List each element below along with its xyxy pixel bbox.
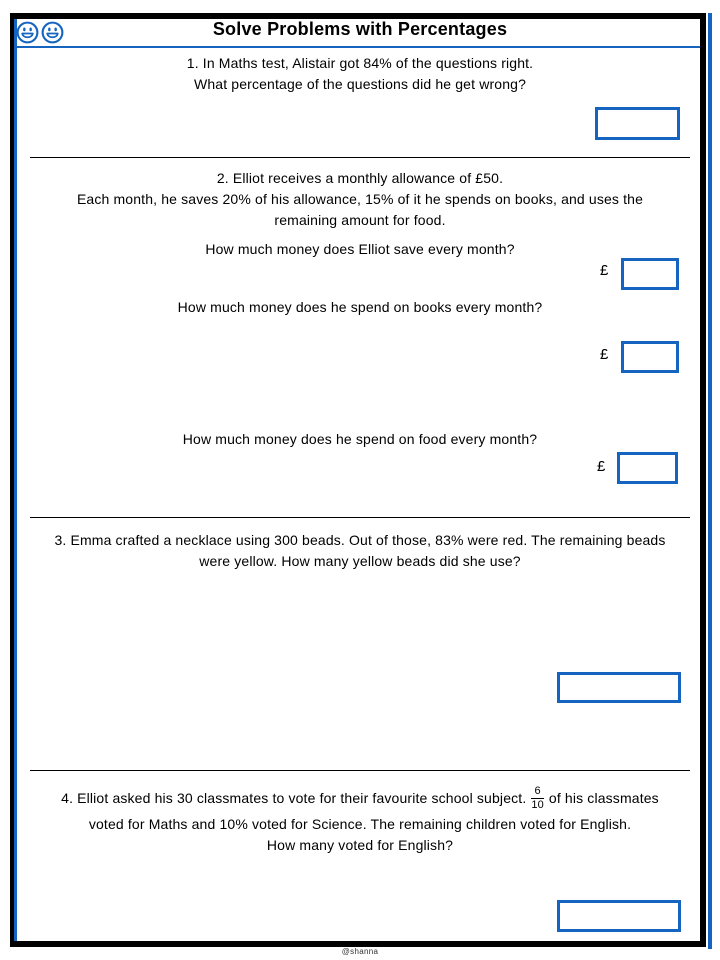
question-divider-1 bbox=[30, 157, 690, 158]
page-title: Solve Problems with Percentages bbox=[212, 19, 508, 39]
question-divider-3 bbox=[30, 770, 690, 771]
q3-answer-box[interactable] bbox=[557, 672, 681, 703]
pound-symbol: £ bbox=[600, 262, 609, 279]
watermark: @shanna bbox=[341, 947, 379, 956]
question-4-text-line-1 bbox=[10, 782, 710, 814]
q4-text-after-fraction: of his classmates bbox=[548, 790, 659, 806]
question-4-text-line-3: How many voted for English? bbox=[266, 837, 454, 853]
q2-books-answer-box[interactable] bbox=[621, 341, 679, 373]
q1-answer-box[interactable] bbox=[595, 107, 680, 140]
question-1-text-line-1: 1. In Maths test, Alistair got 84% of the questions right. bbox=[186, 55, 534, 71]
header-divider bbox=[17, 46, 700, 48]
question-divider-2 bbox=[30, 517, 690, 518]
question-3-text-line-1: 3. Emma crafted a necklace using 300 beads. Out of those, 83% were red. The remaining beads bbox=[54, 532, 666, 548]
question-2-text-line-2: Each month, he saves 20% of his allowance, 15% of it he spends on books, and uses the bbox=[76, 191, 644, 207]
q2-food-prompt: How much money does he spend on food every month? bbox=[182, 431, 538, 447]
pound-symbol: £ bbox=[600, 346, 609, 363]
fraction-six-tenths bbox=[531, 786, 544, 811]
q2-books-prompt: How much money does he spend on books every month? bbox=[177, 299, 543, 315]
question-1-text-line-2: What percentage of the questions did he get wrong? bbox=[193, 76, 527, 92]
question-4-text-line-2: voted for Maths and 10% voted for Science. The remaining children voted for English. bbox=[88, 816, 632, 832]
q2-save-prompt: How much money does Elliot save every month? bbox=[205, 241, 515, 257]
q4-answer-box[interactable] bbox=[557, 900, 681, 932]
q2-save-answer-box[interactable] bbox=[621, 258, 679, 290]
question-2-text-line-3: remaining amount for food. bbox=[274, 212, 446, 228]
fraction-denominator: 10 bbox=[531, 798, 544, 811]
question-3-text-line-2: were yellow. How many yellow beads did she use? bbox=[199, 553, 521, 569]
pound-symbol: £ bbox=[597, 458, 606, 475]
q4-text-before-fraction: 4. Elliot asked his 30 classmates to vote for their favourite school subject. bbox=[61, 790, 527, 806]
question-2-text-line-1: 2. Elliot receives a monthly allowance of £50. bbox=[216, 170, 504, 186]
fraction-numerator: 6 bbox=[531, 786, 544, 799]
q2-food-answer-box[interactable] bbox=[617, 452, 678, 484]
